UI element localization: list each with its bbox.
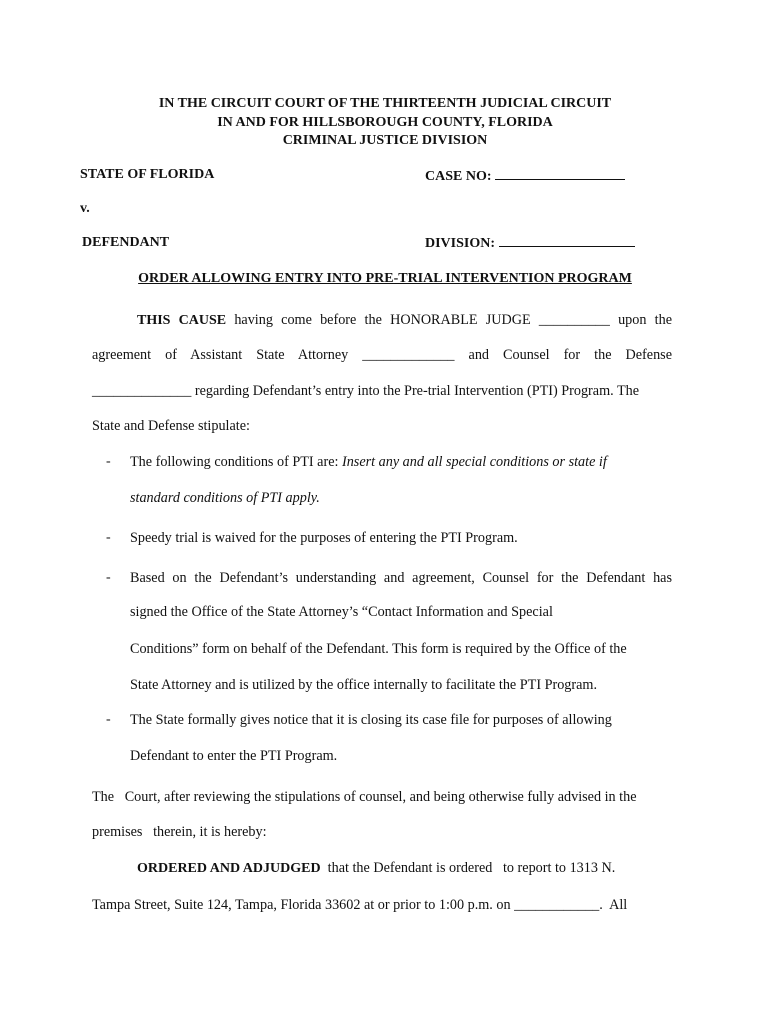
court-finding-line-1: The Court, after reviewing the stipulations of counsel, and being otherwise fully advised in the	[92, 789, 637, 805]
stipulation-1-italic-1: Insert any and all special conditions or state if	[341, 454, 607, 470]
stipulation-1-dash: -	[106, 454, 111, 469]
ordered-adjudged-lead: ORDERED AND ADJUDGED	[137, 861, 321, 876]
stipulation-1-line-1	[130, 454, 607, 471]
order-title: ORDER ALLOWING ENTRY INTO PRE-TRIAL INTERVENTION PROGRAM	[138, 271, 632, 286]
division-blank	[499, 234, 635, 247]
stipulation-4-dash: -	[106, 712, 111, 727]
intro-line-4: State and Defense stipulate:	[92, 418, 250, 434]
division-label: DIVISION:	[425, 236, 496, 251]
division-field	[425, 234, 635, 252]
stipulation-3-line-1: Based on the Defendant’s understanding and agreement, Counsel for the Defendant has	[130, 570, 672, 586]
stipulation-3-line-3: Conditions” form on behalf of the Defendant. This form is required by the Office of the	[130, 641, 627, 657]
stipulation-3-line-4: State Attorney and is utilized by the office internally to facilitate the PTI Program.	[130, 677, 598, 693]
intro-line-2: agreement of Assistant State Attorney _____________ and Counsel for the Defense	[92, 347, 672, 363]
defendant-label: DEFENDANT	[82, 235, 170, 250]
intro-line-1	[137, 312, 672, 329]
stipulation-3-dash: -	[106, 570, 111, 585]
stipulation-2-dash: -	[106, 530, 111, 545]
stipulation-2-line-1: Speedy trial is waived for the purposes of entering the PTI Program.	[130, 530, 518, 546]
stipulation-1-text: The following conditions of PTI are:	[130, 454, 339, 470]
case-number-field	[425, 167, 625, 185]
intro-line-3: ______________ regarding Defendant’s entry into the Pre-trial Intervention (PTI) Program. The	[92, 383, 640, 399]
court-caption-line2: IN AND FOR HILLSBOROUGH COUNTY, FLORIDA	[217, 115, 553, 130]
case-number-blank	[495, 167, 625, 180]
order-line-1	[137, 860, 615, 877]
stipulation-3-line-2: signed the Office of the State Attorney’s “Contact Information and Special	[130, 604, 553, 620]
stipulation-1-italic-2: standard conditions of PTI apply.	[130, 490, 320, 506]
intro-line-1-text: having come before the HONORABLE JUDGE __________ upon the	[234, 312, 672, 328]
stipulation-4-line-1: The State formally gives notice that it is closing its case file for purposes of allowing	[130, 712, 612, 728]
this-cause-lead: THIS CAUSE	[137, 313, 227, 328]
versus-label: v.	[80, 201, 90, 216]
court-caption-line3: CRIMINAL JUSTICE DIVISION	[282, 133, 488, 148]
stipulation-4-line-2: Defendant to enter the PTI Program.	[130, 748, 338, 764]
case-number-label: CASE NO:	[425, 169, 492, 184]
order-line-1-text: that the Defendant is ordered to report to 1313 N.	[327, 860, 616, 876]
court-finding-line-2: premises therein, it is hereby:	[92, 824, 267, 840]
order-line-2: Tampa Street, Suite 124, Tampa, Florida 33602 at or prior to 1:00 p.m. on ____________. All	[92, 897, 628, 913]
court-caption-line1: IN THE CIRCUIT COURT OF THE THIRTEENTH JUDICIAL CIRCUIT	[158, 96, 612, 111]
plaintiff-name: STATE OF FLORIDA	[80, 167, 215, 182]
